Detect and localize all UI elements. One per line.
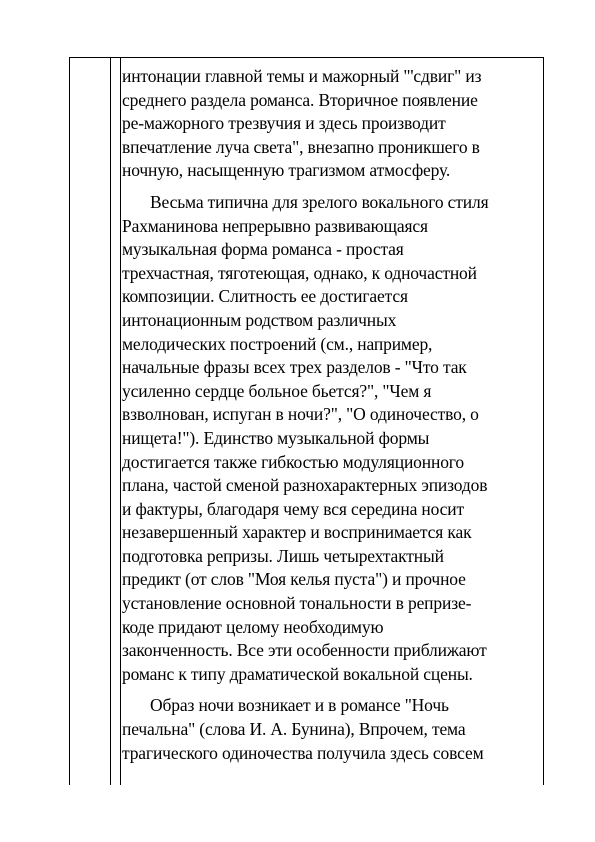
paragraph-1 (122, 65, 546, 183)
text-line: и фактуры, благодаря чему вся середина носит (122, 498, 465, 519)
column-divider-left (110, 58, 111, 785)
text-line: ночную, насыщенную трагизмом атмосферу. (122, 160, 451, 181)
paragraph-gap (122, 686, 546, 694)
text-line: Образ ночи возникает и в романсе "Ночь (150, 695, 449, 716)
text-line: интонационным родством различных (122, 309, 397, 330)
column-divider-right (120, 58, 121, 785)
text-line: композиции. Слитность ее достигается (122, 286, 408, 307)
text-line: достигается также гибкостью модуляционного (122, 451, 464, 472)
text-line: начальные фразы всех трех разделов - "Что так (122, 357, 467, 378)
text-line: плана, частой сменой разнохарактерных эпизодов (122, 475, 488, 496)
text-line: законченность. Все эти особенности приближают (122, 640, 487, 661)
text-line: романс к типу драматической вокальной сцены. (122, 663, 473, 684)
text-line: установление основной тональности в репризе- (122, 593, 472, 614)
text-line: печальна" (слова И. А. Бунина), Впрочем, тема (122, 719, 466, 740)
text-line: впечатление луча света", внезапно проникшего в (122, 136, 480, 157)
text-line: усиленно сердце больное бьется?", "Чем я (122, 380, 432, 401)
text-line: коде придают целому необходимую (122, 616, 384, 637)
text-line: предикт (от слов "Моя келья пуста") и прочное (122, 569, 466, 590)
text-line: музыкальная форма романса - простая (122, 239, 404, 260)
paragraph-2 (122, 191, 546, 686)
text-line: Весьма типична для зрелого вокального стиля (150, 191, 489, 212)
text-line: мелодических построений (см., например, (122, 333, 433, 354)
paragraph-gap (122, 183, 546, 191)
text-line: нищета!"). Единство музыкальной формы (122, 427, 430, 448)
text-line: среднего раздела романса. Вторичное появление (122, 89, 478, 110)
text-line: ре-мажорного трезвучия и здесь производит (122, 113, 446, 134)
text-line: незавершенный характер и воспринимается как (122, 522, 472, 543)
text-line: Рахманинова непрерывно развивающаяся (122, 215, 428, 236)
text-line: взволнован, испуган в ночи?", "О одиночество, о (122, 404, 479, 425)
text-line: трагического одиночества получила здесь совсем (122, 742, 484, 763)
table-frame (69, 57, 544, 785)
text-line: подготовка репризы. Лишь четырехтактный (122, 545, 444, 566)
text-line: интонации главной темы и мажорный "'сдвиг" из (122, 66, 482, 86)
text-line: трехчастная, тяготеющая, однако, к одночастной (122, 262, 477, 283)
paragraph-3 (122, 694, 546, 765)
text-cell (122, 65, 546, 765)
